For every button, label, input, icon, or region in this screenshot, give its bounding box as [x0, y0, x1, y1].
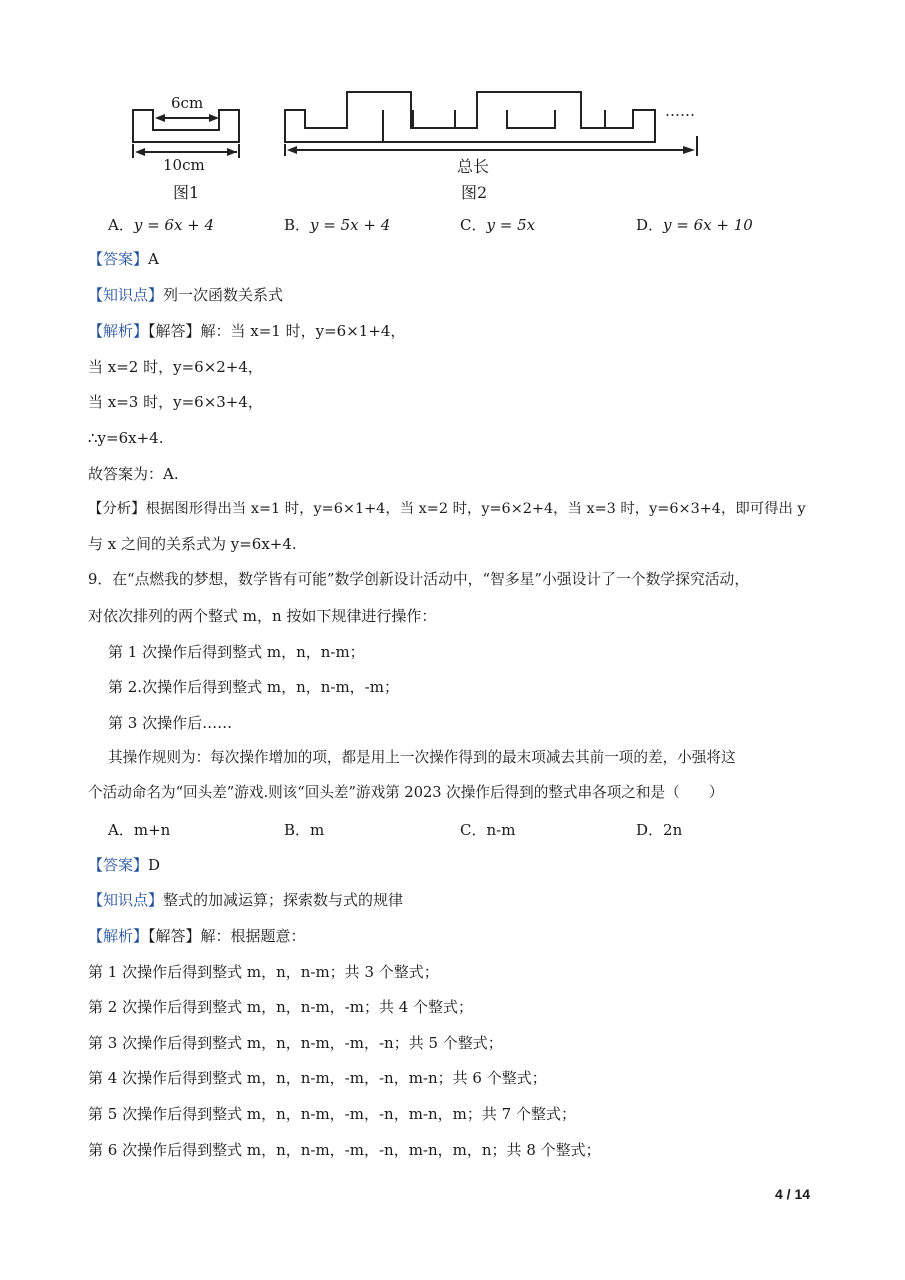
q9-line-3: 第 3 次操作后得到整式 m，n，n-m，-m，-n；共 5 个整式；: [88, 1034, 503, 1052]
q8-line-2: 当 x=3 时，y=6×3+4，: [88, 393, 263, 411]
fig1-top-label: 6cm: [171, 94, 204, 112]
q8-option-d: D．y = 6x + 10: [636, 216, 753, 234]
q8-answer: 【答案】A: [88, 250, 159, 268]
figure-drawing: [125, 80, 725, 205]
q9-option-a: A．m+n: [108, 821, 171, 839]
q8-line-4: 故答案为：A.: [88, 465, 179, 483]
q9-rule-line-2: 个活动命名为“回头差”游戏.则该“回头差”游戏第 2023 次操作后得到的整式串各项之和是（ ）: [88, 784, 724, 801]
q9-step-1: 第 1 次操作后得到整式 m，n，n-m；: [108, 643, 365, 661]
q9-stem-line-1: 9．在“点燃我的梦想，数学皆有可能”数学创新设计活动中，“智多星”小强设计了一个数学探究活动，: [88, 571, 750, 588]
fig1-bottom-label: 10cm: [163, 156, 205, 174]
q9-step-3: 第 3 次操作后……: [108, 714, 233, 732]
q8-option-a: A．y = 6x + 4: [108, 216, 215, 234]
q8-line-5: 【分析】根据图形得出当 x=1 时，y=6×1+4，当 x=2 时，y=6×2+4，当 x=3 时，y=6×3+4，即可得出 y: [88, 501, 806, 517]
q8-line-3: ∴y=6x+4.: [88, 429, 164, 447]
fig1-caption: 图1: [173, 183, 200, 202]
q9-line-6: 第 6 次操作后得到整式 m，n，n-m，-m，-n，m-n，m，n；共 8 个整式；: [88, 1141, 601, 1159]
q9-line-4: 第 4 次操作后得到整式 m，n，n-m，-m，-n，m-n；共 6 个整式；: [88, 1069, 547, 1087]
fig2-ellipsis: ……: [665, 102, 695, 120]
figure-area: [125, 80, 725, 205]
q8-option-b: B．y = 5x + 4: [284, 216, 391, 234]
q9-answer: 【答案】D: [88, 856, 161, 874]
q8-analysis: 【解析】【解答】解：当 x=1 时，y=6×1+4，: [88, 322, 406, 340]
q8-knowledge: 【知识点】列一次函数关系式: [88, 286, 284, 304]
fig2-caption: 图2: [461, 183, 488, 202]
q9-line-2: 第 2 次操作后得到整式 m，n，n-m，-m；共 4 个整式；: [88, 998, 474, 1016]
fig1-shape: [133, 110, 239, 142]
q9-option-c: C．n-m: [460, 821, 516, 839]
page-number: 4 / 14: [775, 1186, 811, 1202]
q8-line-6: 与 x 之间的关系式为 y=6x+4.: [88, 535, 297, 553]
fig2-shape: [285, 92, 655, 142]
q9-knowledge: 【知识点】整式的加减运算；探索数与式的规律: [88, 891, 404, 909]
q9-line-5: 第 5 次操作后得到整式 m，n，n-m，-m，-n，m-n，m；共 7 个整式；: [88, 1105, 576, 1123]
q8-option-c: C．y = 5x: [460, 216, 536, 234]
q8-line-1: 当 x=2 时，y=6×2+4，: [88, 358, 263, 376]
q9-step-2: 第 2.次操作后得到整式 m，n，n-m，-m；: [108, 678, 399, 696]
q9-stem-line-2: 对依次排列的两个整式 m，n 按如下规律进行操作：: [88, 607, 437, 625]
q9-line-1: 第 1 次操作后得到整式 m，n，n-m；共 3 个整式；: [88, 963, 439, 981]
q9-option-d: D．2n: [636, 821, 683, 839]
q9-rule-line-1: 其操作规则为：每次操作增加的项，都是用上一次操作得到的最末项减去其前一项的差，小强将这: [108, 749, 736, 766]
fig2-total-label: 总长: [457, 157, 490, 176]
q9-analysis: 【解析】【解答】解：根据题意：: [88, 927, 306, 945]
q9-option-b: B．m: [284, 821, 325, 839]
